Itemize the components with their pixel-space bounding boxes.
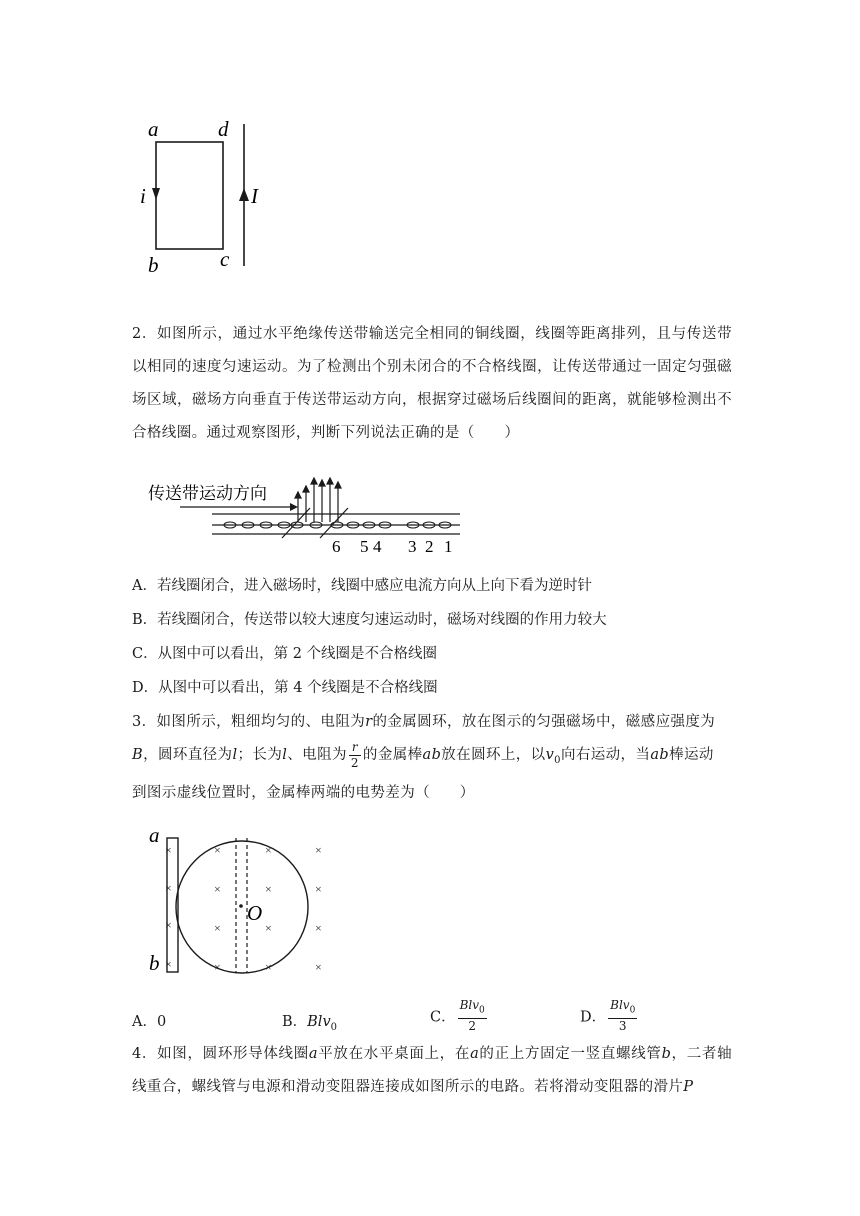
q2-option-a: A．若线圈闭合，进入磁场时，线圈中感应电流方向从上向下看为逆时针 bbox=[132, 578, 592, 594]
coil-number-5: 5 bbox=[360, 537, 369, 556]
magnetic-field-arrows bbox=[295, 478, 341, 522]
svg-text:×: × bbox=[165, 918, 172, 932]
q3-var-l: l bbox=[232, 747, 238, 763]
q3-var-v-sub: 0 bbox=[554, 754, 561, 766]
coil-number-1: 1 bbox=[444, 537, 453, 556]
field-cross-marks bbox=[165, 843, 322, 974]
center-dot bbox=[239, 904, 243, 908]
q3-line2-f: 向右运动，当 bbox=[560, 747, 651, 763]
svg-text:×: × bbox=[265, 921, 272, 935]
q3-fraction-r-over-2: $\frac{r}{2}$ bbox=[350, 739, 359, 770]
q3-option-c: C． $\frac{Blv_0}{2}$ bbox=[430, 998, 485, 1034]
q3-line1-a: 3．如图所示，粗细均匀的、电阻为 bbox=[132, 714, 366, 730]
q3-line2-a: ，圆环直径为 bbox=[143, 747, 233, 763]
svg-text:×: × bbox=[315, 882, 322, 896]
svg-text:×: × bbox=[315, 960, 322, 974]
svg-text:×: × bbox=[265, 843, 272, 857]
question-4-text: 4．如图，圆环形导体线圈a平放在水平桌面上，在a的正上方固定一竖直螺线管b，二者轴线重合，螺线管与电源和滑动变阻器连接成如图所示的电路。若将滑动变阻器的滑片P bbox=[132, 1046, 732, 1095]
q2-option-b: B．若线圈闭合，传送带以较大速度匀速运动时，磁场对线圈的作用力较大 bbox=[132, 612, 607, 628]
q3-line2-g: 棒运动 bbox=[669, 747, 714, 763]
q3-line2-c: 、电阻为 bbox=[287, 747, 347, 763]
direction-arrow-head-icon bbox=[290, 503, 298, 511]
rod-label-b: b bbox=[149, 951, 160, 975]
svg-text:×: × bbox=[315, 843, 322, 857]
svg-text:×: × bbox=[214, 921, 221, 935]
center-label-O: O bbox=[247, 901, 263, 925]
svg-text:×: × bbox=[265, 960, 272, 974]
current-i-arrow-icon bbox=[152, 188, 160, 200]
q3-line2-d: 的金属棒 bbox=[362, 747, 423, 763]
q3-var-ab: ab bbox=[422, 747, 442, 763]
q3-line3: 到图示虚线位置时，金属棒两端的电势差为（ ） bbox=[132, 784, 475, 801]
q3-var-r: r bbox=[365, 714, 373, 730]
label-d: d bbox=[218, 117, 229, 141]
q3-line2-b: ；长为 bbox=[237, 747, 283, 763]
coil-number-3: 3 bbox=[408, 537, 417, 556]
q3-option-a: A．0 bbox=[132, 1014, 167, 1030]
coil-number-4: 4 bbox=[373, 537, 382, 556]
svg-text:×: × bbox=[265, 882, 272, 896]
q3-option-b: B．Blv$_0$ bbox=[282, 1014, 338, 1033]
figure-conveyor-belt bbox=[140, 472, 470, 557]
label-I: I bbox=[251, 184, 258, 208]
q2-option-c: C．从图中可以看出，第 2 个线圈是不合格线圈 bbox=[132, 646, 438, 662]
question-3-text bbox=[132, 706, 732, 810]
svg-text:×: × bbox=[214, 843, 221, 857]
q3-var-ab2: ab bbox=[650, 747, 670, 763]
svg-text:×: × bbox=[315, 921, 322, 935]
q3-var-B: B bbox=[132, 747, 144, 763]
q3-var-l2: l bbox=[282, 747, 288, 763]
q3-line2-e: 放在圆环上，以 bbox=[441, 747, 546, 763]
q3-var-v: v bbox=[545, 747, 555, 763]
svg-text:×: × bbox=[165, 881, 172, 895]
conveyor-direction-caption: 传送带运动方向 bbox=[148, 484, 267, 503]
svg-text:×: × bbox=[165, 957, 172, 971]
coil-number-6: 6 bbox=[332, 537, 341, 556]
figure-ring-in-field bbox=[145, 822, 345, 982]
label-c: c bbox=[220, 247, 230, 271]
label-b: b bbox=[148, 253, 159, 277]
rod-label-a: a bbox=[149, 823, 160, 847]
svg-text:×: × bbox=[214, 882, 221, 896]
current-I-arrow-icon bbox=[239, 188, 249, 201]
question-2-text: 2．如图所示，通过水平绝缘传送带输送完全相同的铜线圈，线圈等距离排列，且与传送带以相同的速度匀速运动。为了检测出个别未闭合的不合格线圈，让传送带通过一固定匀强磁场区域，磁场方向垂直于传送带运动方向，根据穿过磁场后线圈间的距离，就能够检测出不合格线圈。通过观察图形，判断下列说法正确的是（ ） bbox=[132, 326, 732, 441]
svg-text:×: × bbox=[165, 843, 172, 857]
figure-loop-and-wire bbox=[130, 110, 290, 280]
q3-option-d: D． $\frac{Blv_0}{3}$ bbox=[580, 998, 636, 1034]
label-a: a bbox=[148, 117, 159, 141]
q3-line1-b: 的金属圆环，放在图示的匀强磁场中，磁感应强度为 bbox=[372, 714, 716, 730]
q2-option-d: D．从图中可以看出，第 4 个线圈是不合格线圈 bbox=[132, 680, 438, 696]
coil-number-2: 2 bbox=[425, 537, 434, 556]
svg-text:×: × bbox=[214, 960, 221, 974]
label-i: i bbox=[140, 184, 146, 208]
rectangular-loop bbox=[156, 142, 223, 249]
